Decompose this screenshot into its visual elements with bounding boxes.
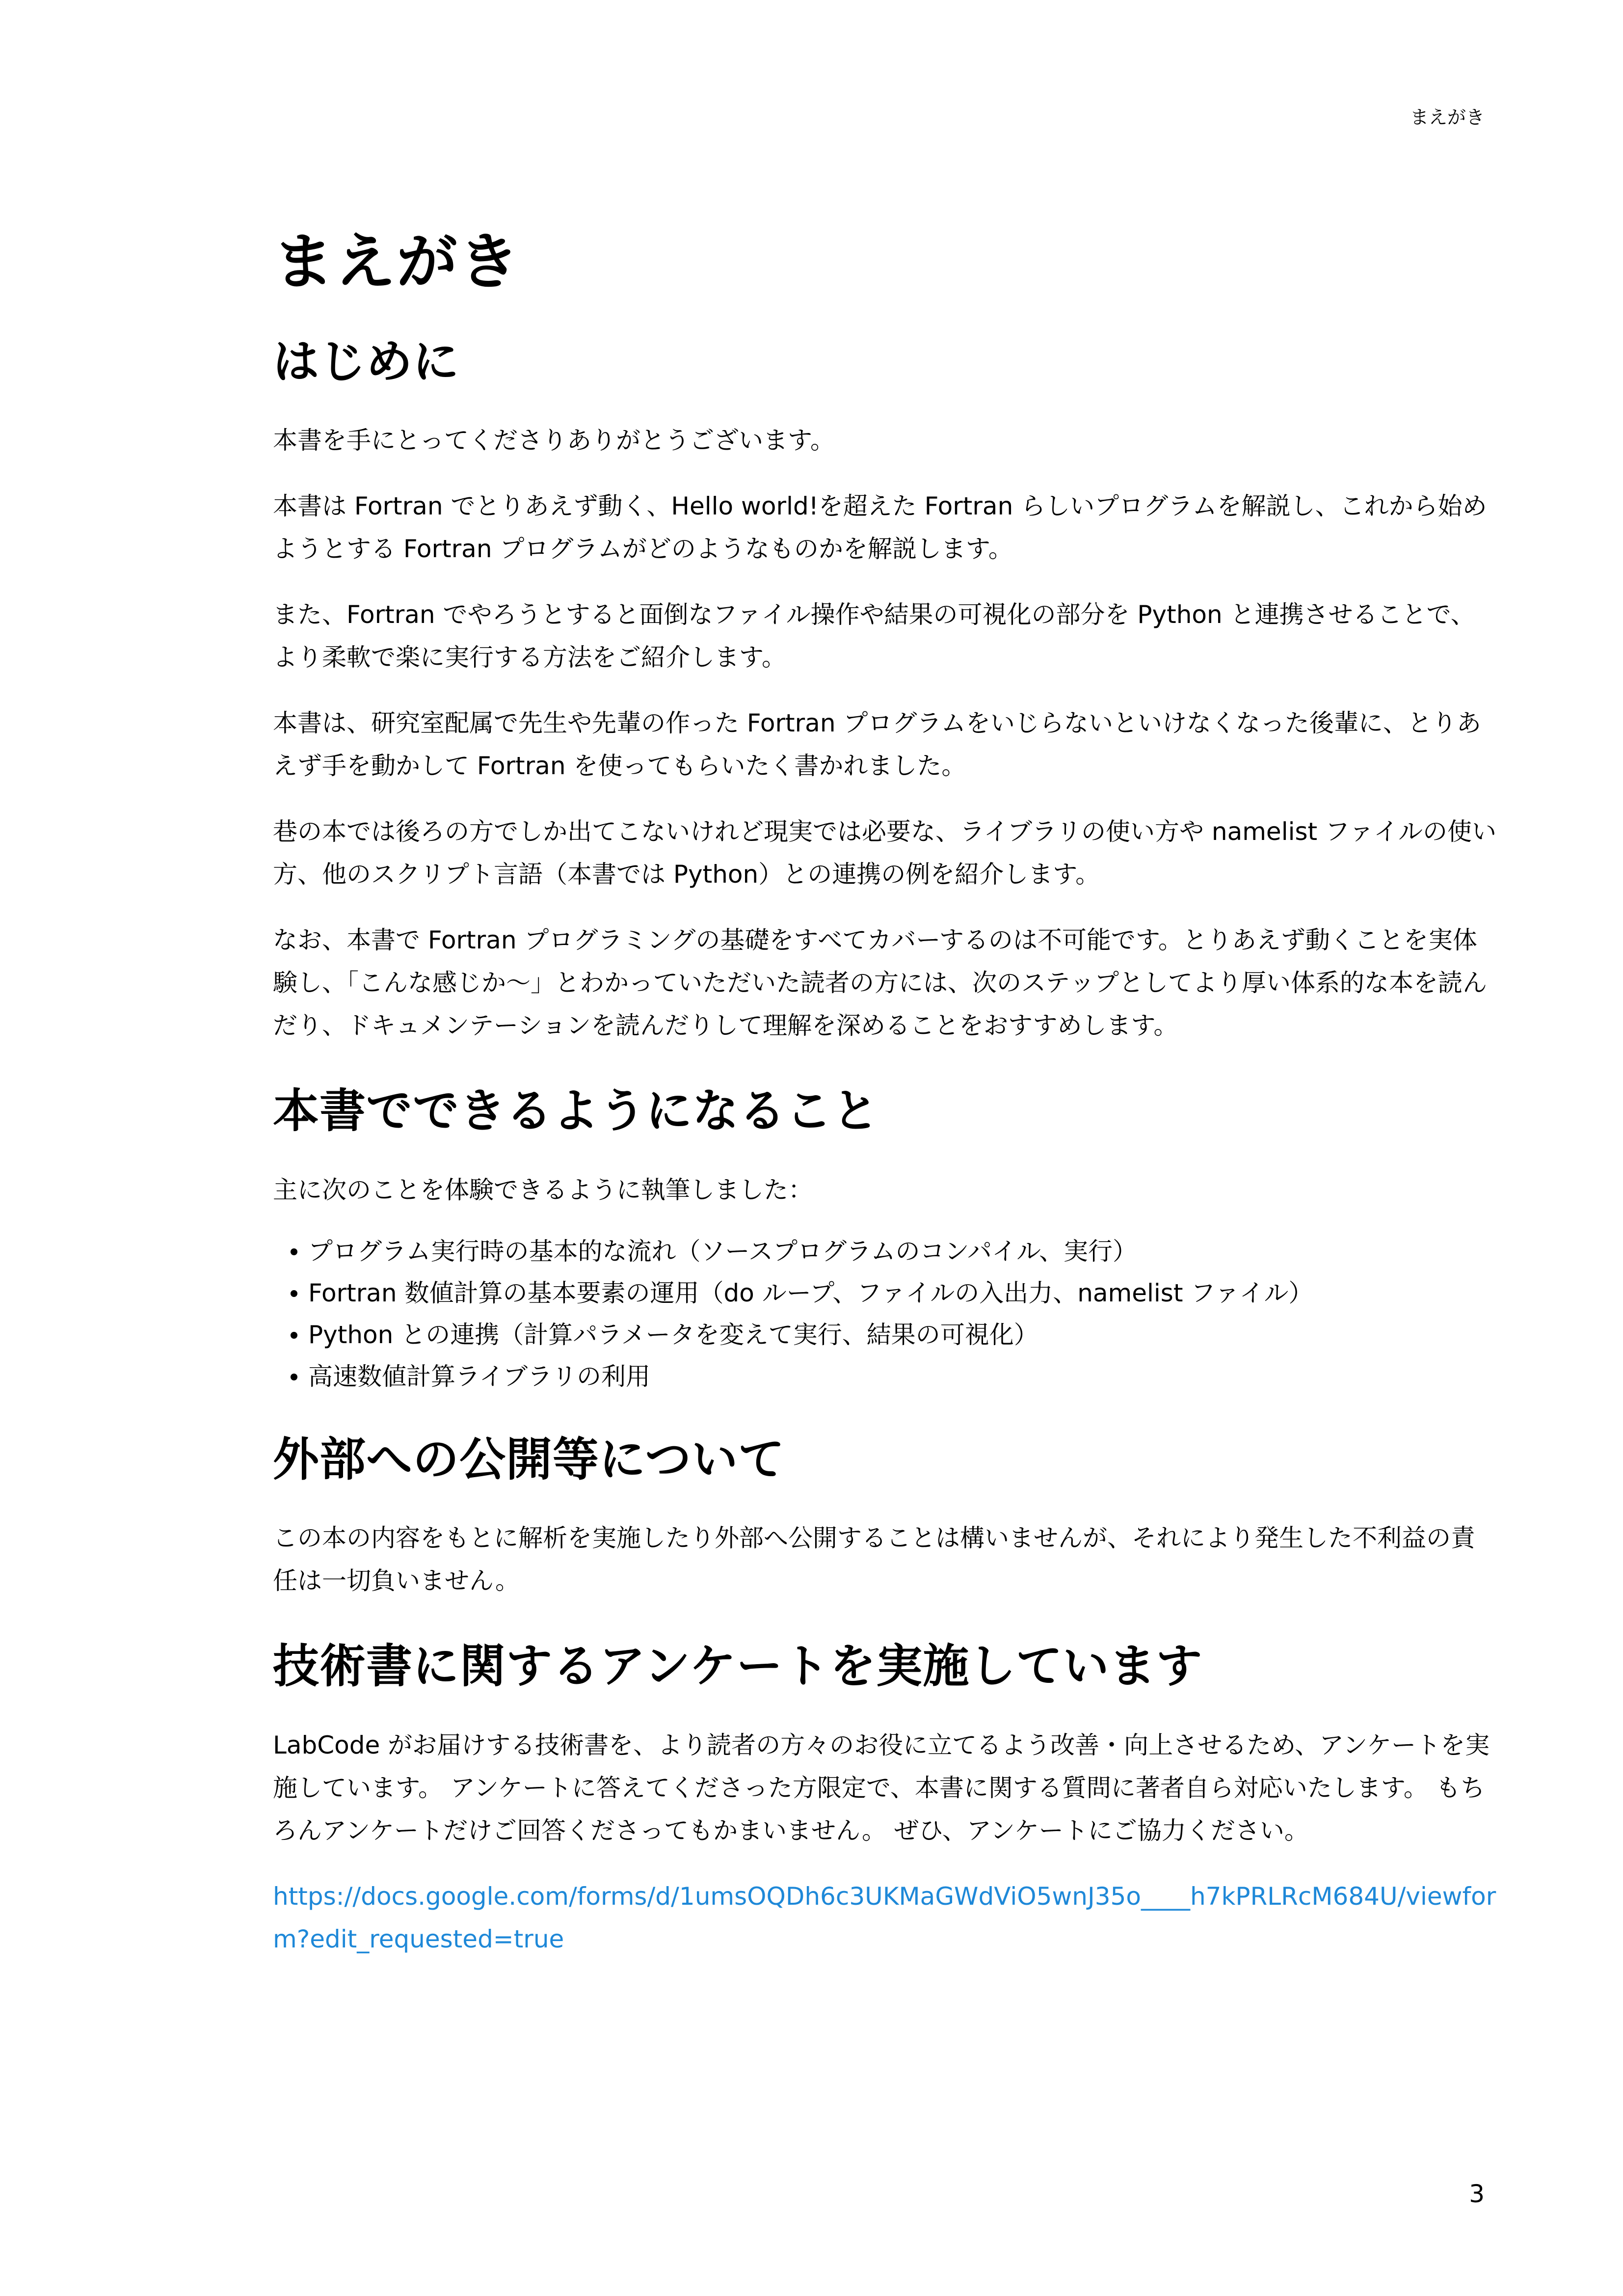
goals-list xyxy=(273,1231,1499,1398)
intro-paragraph: また、Fortran でやろうとすると面倒なファイル操作や結果の可視化の部分を Python と連携させることで、より柔軟で楽に実行する方法をご紹介します。 xyxy=(273,600,1475,672)
section-publication xyxy=(273,1431,1499,1603)
running-header: まえがき xyxy=(1410,107,1485,128)
list-item: Fortran 数値計算の基本要素の運用（do ループ、ファイルの入出力、namelist ファイル） xyxy=(308,1272,1499,1314)
section-heading-goals: 本書でできるようになること xyxy=(273,1084,879,1138)
list-item: プログラム実行時の基本的な流れ（ソースプログラムのコンパイル、実行） xyxy=(308,1231,1499,1272)
page-number: 3 xyxy=(1469,2180,1485,2208)
section-survey xyxy=(273,1638,1499,1961)
list-item: 高速数値計算ライブラリの利用 xyxy=(308,1356,1499,1398)
intro-paragraph: 本書を手にとってくださりありがとうございます。 xyxy=(273,426,835,455)
intro-paragraph: 本書は Fortran でとりあえず動く、Hello world!を超えた Fortran らしいプログラムを解説し、これから始めようとする Fortran プログラムがどのようなものかを解説します。 xyxy=(273,492,1487,564)
section-heading-survey: 技術書に関するアンケートを実施しています xyxy=(273,1640,1203,1694)
section-heading-publication: 外部への公開等について xyxy=(273,1432,785,1486)
list-item: Python との連携（計算パラメータを変えて実行、結果の可視化） xyxy=(308,1314,1499,1356)
survey-paragraph: LabCode がお届けする技術書を、より読者の方々のお役に立てるよう改善・向上させるため、アンケートを実施しています。 アンケートに答えてくださった方限定で、本書に関する質問に著者自ら対応いたします。 もちろんアンケートだけご回答くださってもかまいません。 ぜひ、アンケートにご協力ください。 xyxy=(273,1730,1490,1845)
intro-paragraph: 巷の本では後ろの方でしか出てこないけれど現実では必要な、ライブラリの使い方や namelist ファイルの使い方、他のスクリプト言語（本書では Python）との連携の例を紹介します。 xyxy=(273,817,1497,889)
survey-link[interactable]: https://docs.google.com/forms/d/1umsOQDh6c3UKMaGWdViO5wnJ35o____h7kPRLRcM684U/viewform?edit_requested=true xyxy=(273,1882,1496,1953)
goals-lead: 主に次のことを体験できるように執筆しました： xyxy=(273,1175,813,1204)
publication-paragraph: この本の内容をもとに解析を実施したり外部へ公開することは構いませんが、それにより発生した不利益の責任は一切負いません。 xyxy=(273,1524,1475,1595)
page-content xyxy=(273,226,1499,1961)
page-title: まえがき xyxy=(273,227,521,297)
section-goals xyxy=(273,1082,1499,1398)
intro-paragraph: なお、本書で Fortran プログラミングの基礎をすべてカバーするのは不可能です。とりあえず動くことを実体験し、「こんな感じか〜」とわかっていただいた読者の方には、次のステップとしてより厚い体系的な本を読んだり、ドキュメンテーションを読んだりして理解を深めることをおすすめします。 xyxy=(273,926,1487,1040)
section-intro xyxy=(273,333,1499,1048)
intro-paragraph: 本書は、研究室配属で先生や先輩の作った Fortran プログラムをいじらないといけなくなった後輩に、とりあえず手を動かして Fortran を使ってもらいたく書かれました。 xyxy=(273,709,1481,781)
section-heading-intro: はじめに xyxy=(273,335,460,389)
